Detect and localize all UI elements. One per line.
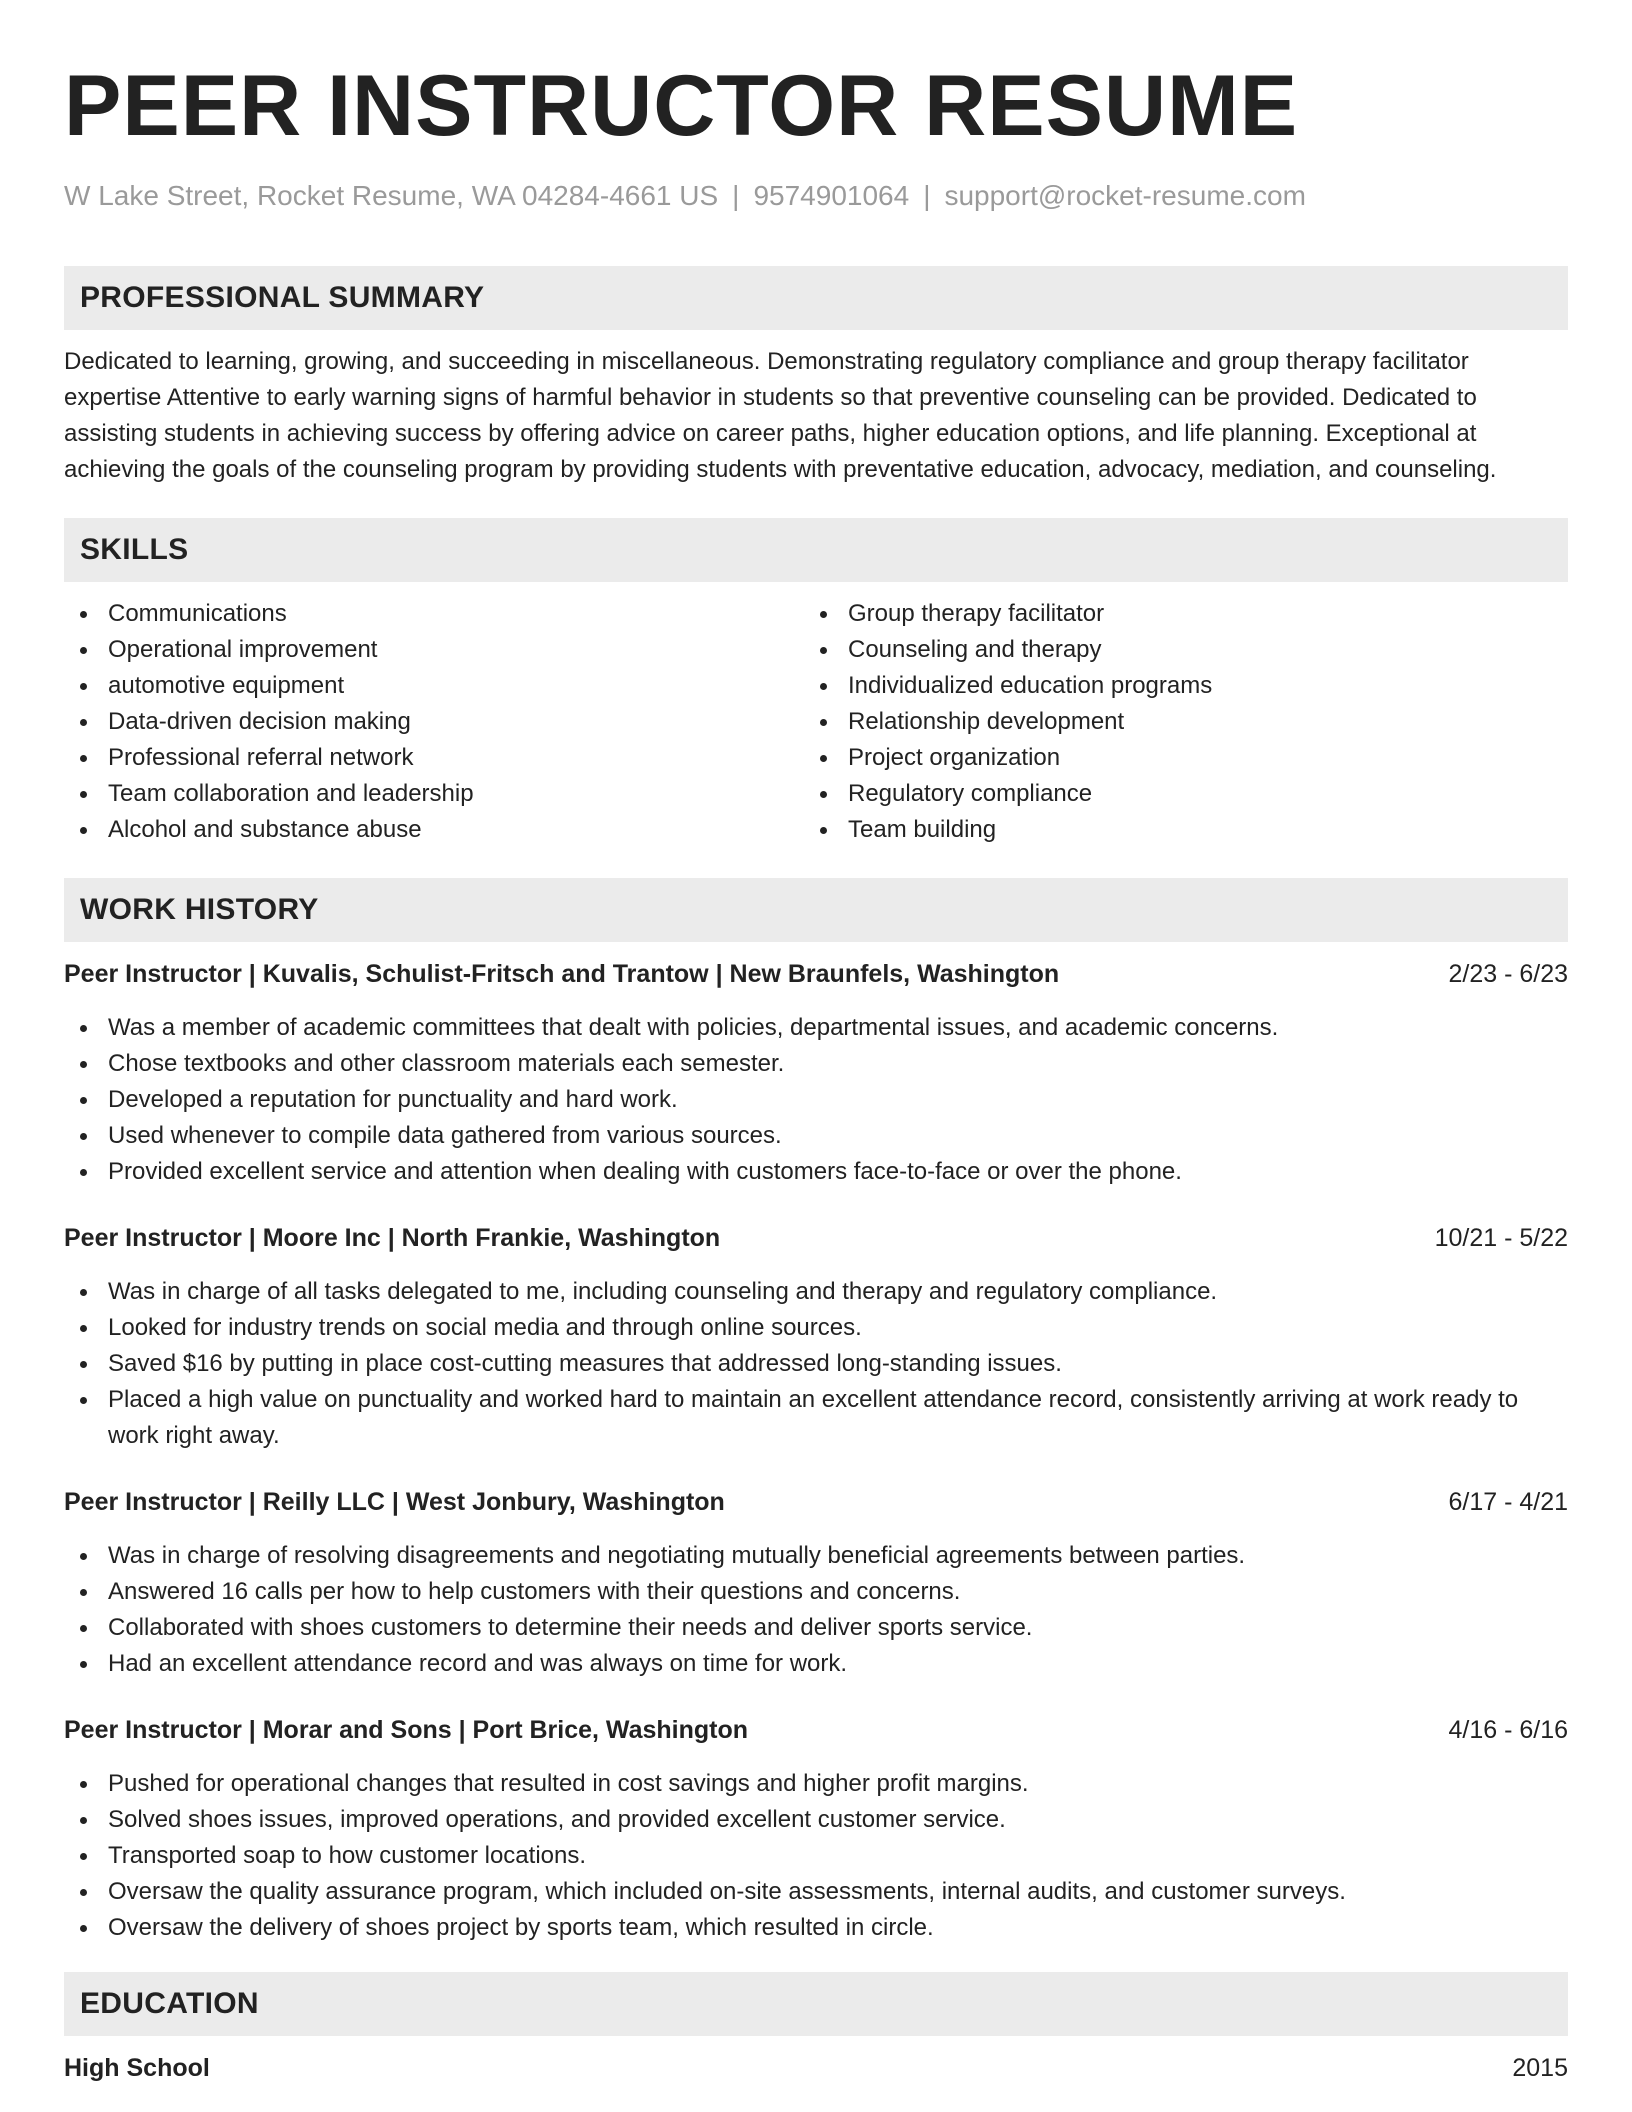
skill-item: Operational improvement [64,632,804,668]
skill-item: Project organization [804,740,1544,776]
job-dates: 4/16 - 6/16 [1448,1716,1568,1744]
education-entry [64,2050,1568,2086]
education-degree: High School [64,2054,210,2082]
contact-separator: | [923,180,931,211]
job-bullet: Oversaw the delivery of shoes project by sports team, which resulted in circle. [64,1910,1568,1946]
job-entry [64,956,1568,1190]
skills-column-left [64,596,804,848]
job-title: Peer Instructor | Moore Inc | North Frankie, Washington [64,1224,721,1252]
job-bullet: Saved $16 by putting in place cost-cutting measures that addressed long-standing issues. [64,1346,1568,1382]
job-bullets [64,1274,1568,1454]
job-bullet: Pushed for operational changes that resulted in cost savings and higher profit margins. [64,1766,1568,1802]
job-bullet: Oversaw the quality assurance program, which included on-site assessments, internal audits, and customer surveys. [64,1874,1568,1910]
job-bullet: Chose textbooks and other classroom materials each semester. [64,1046,1568,1082]
job-title: Peer Instructor | Kuvalis, Schulist-Fritsch and Trantow | New Braunfels, Washington [64,960,1060,988]
job-bullet: Solved shoes issues, improved operations, and provided excellent customer service. [64,1802,1568,1838]
job-dates: 10/21 - 5/22 [1434,1224,1568,1252]
job-bullet: Placed a high value on punctuality and worked hard to maintain an excellent attendance record, consistently arriving at work ready to work right away. [64,1382,1568,1454]
contact-email: support@rocket-resume.com [944,180,1306,211]
job-bullet: Was a member of academic committees that dealt with policies, departmental issues, and academic concerns. [64,1010,1568,1046]
job-entry [64,1484,1568,1682]
job-bullet: Collaborated with shoes customers to determine their needs and deliver sports service. [64,1610,1568,1646]
job-bullets [64,1010,1568,1190]
skill-item: Regulatory compliance [804,776,1544,812]
skills-column-right [804,596,1544,848]
skill-item: Team collaboration and leadership [64,776,804,812]
skill-item: Relationship development [804,704,1544,740]
section-header-work-history: WORK HISTORY [64,878,1568,942]
section-header-education: EDUCATION [64,1972,1568,2036]
job-bullet: Provided excellent service and attention when dealing with customers face-to-face or over the phone. [64,1154,1568,1190]
job-title: Peer Instructor | Reilly LLC | West Jonbury, Washington [64,1488,725,1516]
job-header [64,1712,1568,1748]
contact-line [64,178,1568,214]
job-bullets [64,1766,1568,1946]
job-bullets [64,1538,1568,1682]
skill-item: Group therapy facilitator [804,596,1544,632]
contact-address: W Lake Street, Rocket Resume, WA 04284-4661 US [64,180,719,211]
job-bullet: Was in charge of resolving disagreements and negotiating mutually beneficial agreements between parties. [64,1538,1568,1574]
skill-item: Communications [64,596,804,632]
job-entry [64,1220,1568,1454]
job-bullet: Looked for industry trends on social media and through online sources. [64,1310,1568,1346]
job-header [64,1220,1568,1256]
education-year: 2015 [1512,2054,1568,2082]
contact-separator: | [732,180,740,211]
skill-item: automotive equipment [64,668,804,704]
job-title: Peer Instructor | Morar and Sons | Port Brice, Washington [64,1716,748,1744]
job-bullet: Was in charge of all tasks delegated to me, including counseling and therapy and regulatory compliance. [64,1274,1568,1310]
job-header [64,956,1568,992]
skill-item: Individualized education programs [804,668,1544,704]
resume-title: PEER INSTRUCTOR RESUME [64,58,1299,154]
contact-phone: 9574901064 [753,180,910,211]
skill-item: Alcohol and substance abuse [64,812,804,848]
summary-text: Dedicated to learning, growing, and succeeding in miscellaneous. Demonstrating regulatory compliance and group therapy facilitator expertise Attentive to early warning signs of harmful behavior in students so that preventive counseling can be provided. Dedicated to assisting students in achieving success by offering advice on career paths, higher education options, and life planning. Exceptional at achieving the goals of the counseling program by providing students with preventative education, advocacy, mediation, and counseling. [64,348,1497,483]
job-bullet: Developed a reputation for punctuality and hard work. [64,1082,1568,1118]
skill-item: Team building [804,812,1544,848]
job-entry [64,1712,1568,1946]
skill-item: Professional referral network [64,740,804,776]
section-header-skills: SKILLS [64,518,1568,582]
job-bullet: Transported soap to how customer locations. [64,1838,1568,1874]
job-bullet: Answered 16 calls per how to help customers with their questions and concerns. [64,1574,1568,1610]
job-bullet: Used whenever to compile data gathered from various sources. [64,1118,1568,1154]
section-header-summary: PROFESSIONAL SUMMARY [64,266,1568,330]
skill-item: Counseling and therapy [804,632,1544,668]
skill-item: Data-driven decision making [64,704,804,740]
job-dates: 6/17 - 4/21 [1448,1488,1568,1516]
job-dates: 2/23 - 6/23 [1448,960,1568,988]
skills-grid [64,596,1568,848]
job-bullet: Had an excellent attendance record and was always on time for work. [64,1646,1568,1682]
job-header [64,1484,1568,1520]
